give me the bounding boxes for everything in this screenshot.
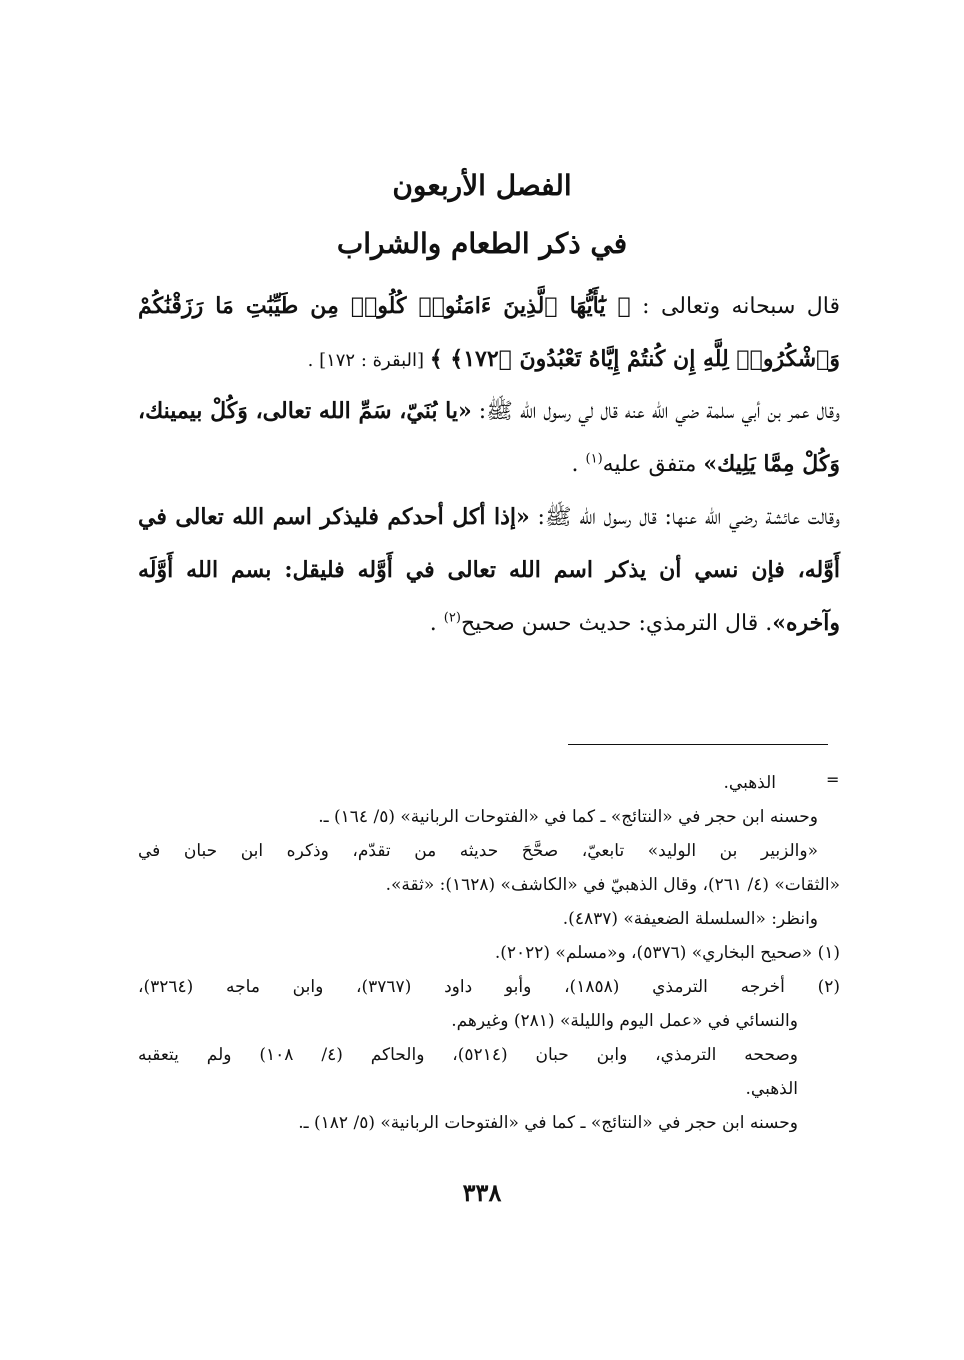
- paragraph-hadith-umar: [138, 385, 840, 491]
- footnote-line: وحسنه ابن حجر في «النتائج» ـ كما في «الفتوحات الربانية» (٥/ ١٨٢) ـ.: [298, 1113, 798, 1133]
- footnote-continuation-mark: =: [826, 770, 840, 789]
- footnote-marker-2[interactable]: (٢): [443, 610, 461, 626]
- hadith-quote: «إذا أكل أحدكم فليذكر اسم الله تعالى في أَوَّله، فإن نسي أن يذكر اسم الله تعالى في أَوَّله فليقل: بسم الله أَوَّلَه وآخره»: [138, 504, 840, 636]
- footnote-separator: [568, 744, 828, 745]
- verse-reference: [البقرة : ١٧٢] .: [307, 350, 430, 371]
- footnote-line: وصححه الترمذي، وابن حبان (٥٢١٤)، والحاكم (٤/ ١٠٨) ولم يتعقبه: [138, 1045, 798, 1065]
- footnotes: [138, 766, 840, 1140]
- footnote-line: «الثقات» (٤/ ٢٦١)، وقال الذهبيّ في «الكاشف» (١٦٢٨): «ثقة».: [385, 875, 840, 895]
- footnote-line: وحسنه ابن حجر في «النتائج» ـ كما في «الفتوحات الربانية» (٥/ ١٦٤) ـ.: [318, 807, 818, 827]
- paragraph-quran-verse: [138, 280, 840, 387]
- footnote-marker-1[interactable]: (١): [585, 451, 603, 467]
- hadith-grading: . قال الترمذي: حديث حسن صحيح: [460, 611, 773, 636]
- paragraph-end: .: [571, 452, 586, 477]
- footnote-item-2: (٢) أخرجه الترمذي (١٨٥٨)، وأبو داود (٣٧٦٧)، وابن ماجه (٣٢٦٤)،: [138, 977, 840, 997]
- footnote-line: «والزبير بن الوليد» تابعيّ، صحَّحَ حديثه من تقدّم، وذكره ابن حبان في: [138, 841, 818, 861]
- page-number: ٣٣٨: [462, 1178, 502, 1207]
- hadith-grading: متفق عليه: [602, 452, 704, 477]
- footnote-line: والنسائي في «عمل اليوم والليلة» (٢٨١) وغيرهم.: [451, 1011, 798, 1031]
- paragraph-hadith-aisha: [138, 491, 840, 650]
- paragraph-end: .: [429, 611, 444, 636]
- paragraph-intro: وقال عمر بن أبي سلمة ضي الله عنه قال لي رسول الله ﷺ:: [471, 399, 841, 424]
- footnote-line: وانظر: «السلسلة الضعيفة» (٤٨٣٧).: [562, 909, 818, 929]
- paragraph-intro: قال سبحانه وتعالى :: [630, 294, 840, 319]
- chapter-title: الفصل الأربعون: [392, 169, 572, 202]
- quran-verse: ﴿ يَٰٓأَيُّهَا ٱلَّذِينَ ءَامَنُوا۟ كُلُوا۟ مِن طَيِّبَٰتِ مَا رَزَقْنَٰكُمْ وَٱشْكُرُوا۟ لِلَّهِ إِن كُنتُمْ إِيَّاهُ تَعْبُدُونَ ﴿١٧٢﴾ ﴾: [138, 293, 840, 372]
- chapter-subtitle: في ذكر الطعام والشراب: [336, 227, 628, 260]
- footnote-line: الذهبي.: [745, 1079, 798, 1099]
- footnote-line: الذهبي.: [723, 773, 776, 793]
- paragraph-intro: وقالت عائشة رضي الله عنها: قال رسول الله ﷺ:: [529, 505, 840, 530]
- hadith-quote: «يا بُنَيّ، سَمِّ الله تعالى، وَكُلْ بيمينك، وَكُلْ مِمَّا يَلِيك»: [138, 398, 840, 477]
- footnote-item-1: (١) «صحيح البخاري» (٥٣٧٦)، و«مسلم» (٢٠٢٢).: [494, 943, 840, 963]
